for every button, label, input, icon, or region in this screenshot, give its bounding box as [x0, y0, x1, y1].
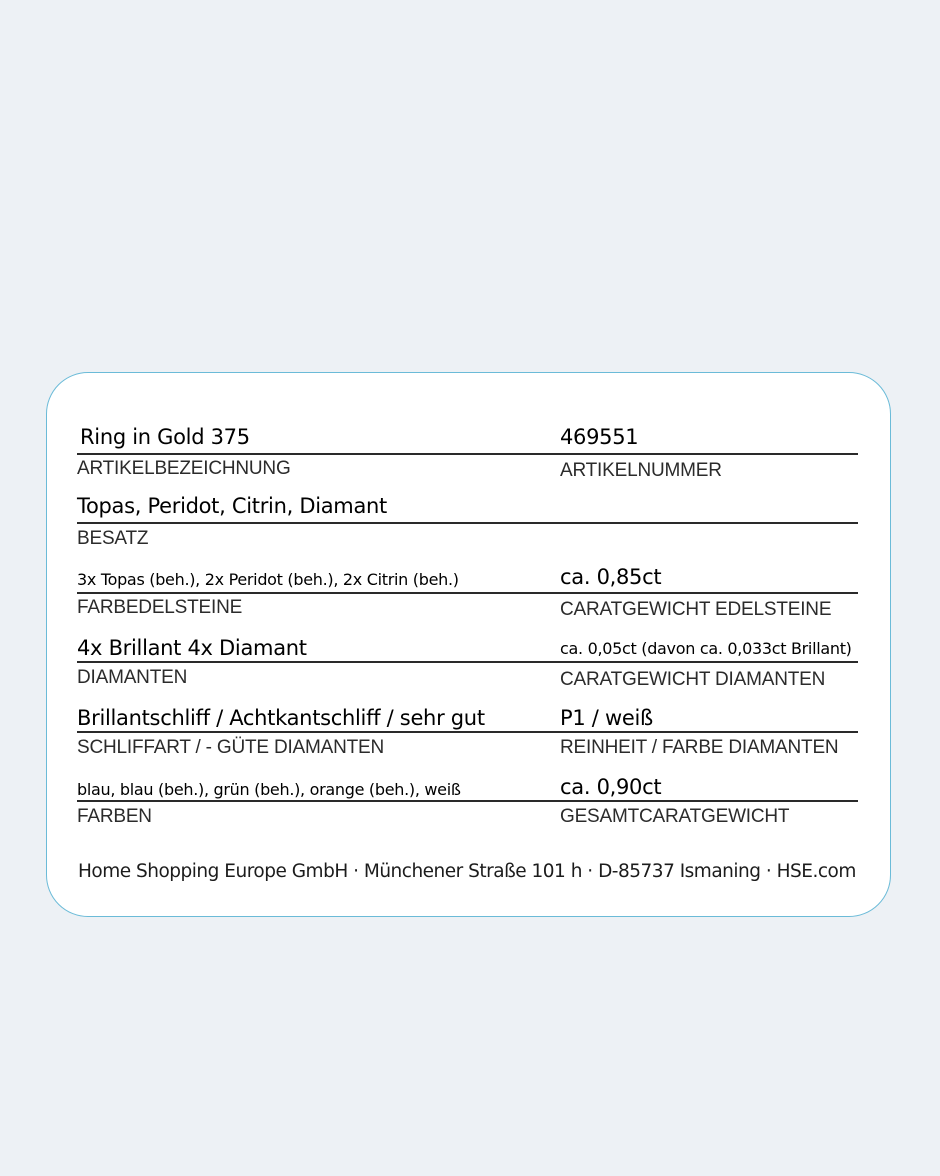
- clarity-color-value: P1 / weiß: [560, 706, 653, 730]
- total-carat-value: ca. 0,90ct: [560, 775, 662, 799]
- divider-row-5: [77, 731, 858, 733]
- diamonds-label: DIAMANTEN: [77, 667, 188, 688]
- colors-value: blau, blau (beh.), grün (beh.), orange (beh.), weiß: [77, 780, 461, 799]
- gemstones-label: FARBEDELSTEINE: [77, 597, 243, 618]
- divider-row-3: [77, 592, 858, 594]
- certificate-card: [46, 372, 891, 917]
- cut-quality-label: SCHLIFFART / - GÜTE DIAMANTEN: [77, 737, 385, 758]
- cut-quality-value: Brillantschliff / Achtkantschliff / sehr gut: [77, 706, 485, 730]
- setting-label: BESATZ: [77, 528, 149, 549]
- clarity-color-label: REINHEIT / FARBE DIAMANTEN: [560, 737, 839, 758]
- gemstone-carat-value: ca. 0,85ct: [560, 565, 662, 589]
- diamonds-value: 4x Brillant 4x Diamant: [77, 636, 307, 660]
- diamond-carat-label: CARATGEWICHT DIAMANTEN: [560, 669, 826, 690]
- divider-row-6: [77, 800, 858, 802]
- diamond-carat-value: ca. 0,05ct (davon ca. 0,033ct Brillant): [560, 639, 852, 658]
- article-number-value: 469551: [560, 425, 639, 449]
- divider-row-2: [77, 522, 858, 524]
- article-number-label: ARTIKELNUMMER: [560, 460, 722, 481]
- gemstone-carat-label: CARATGEWICHT EDELSTEINE: [560, 599, 832, 620]
- divider-row-1: [77, 453, 858, 455]
- setting-value: Topas, Peridot, Citrin, Diamant: [77, 494, 387, 518]
- colors-label: FARBEN: [77, 806, 152, 827]
- article-name-value: Ring in Gold 375: [80, 425, 250, 449]
- total-carat-label: GESAMTCARATGEWICHT: [560, 806, 790, 827]
- gemstones-value: 3x Topas (beh.), 2x Peridot (beh.), 2x Citrin (beh.): [77, 570, 459, 589]
- article-name-label: ARTIKELBEZEICHNUNG: [77, 458, 291, 479]
- divider-row-4: [77, 661, 858, 663]
- company-address: Home Shopping Europe GmbH · Münchener Straße 101 h · D-85737 Ismaning · HSE.com: [78, 861, 856, 882]
